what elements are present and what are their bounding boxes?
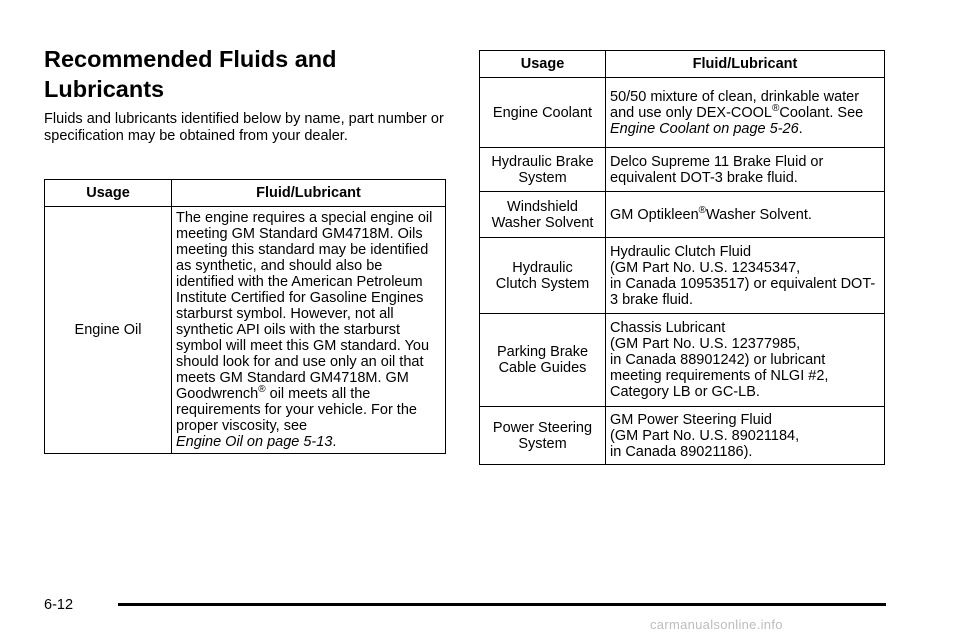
usage-cell — [480, 314, 606, 407]
table-row — [480, 238, 885, 314]
fluids-table-left — [44, 179, 446, 454]
table-row — [480, 78, 885, 148]
table-row — [480, 407, 885, 465]
intro-paragraph: Fluids and lubricants identified below by name, part number or specification may be obtained from your dealer. — [44, 111, 444, 144]
fluid-text: in Canada 89021186). — [610, 443, 753, 460]
usage-text: Windshield — [507, 198, 578, 215]
fluid-text: Coolant. See — [779, 104, 864, 121]
fluid-text: 50/50 mixture of clean, drinkable water and use only DEX-COOL — [610, 88, 860, 121]
fluid-cell: Delco Supreme 11 Brake Fluid or equivalent DOT-3 brake fluid. — [606, 148, 885, 192]
footer-divider — [118, 603, 886, 606]
usage-text: Cable Guides — [498, 360, 587, 376]
fluid-text: Chassis Lubricant — [610, 320, 726, 336]
table-row — [480, 148, 885, 192]
table-header-row — [45, 180, 446, 207]
usage-cell: Engine Oil — [45, 207, 172, 454]
usage-text: System — [518, 169, 567, 186]
fluid-text: Hydraulic Clutch Fluid — [610, 243, 752, 260]
registered-mark: ® — [698, 204, 707, 216]
fluid-cell — [606, 407, 885, 465]
fluid-text: in Canada 88901242) or lubricant meeting requirements of NLGI #2, Category LB or GC-LB. — [610, 352, 829, 400]
usage-cell — [480, 407, 606, 465]
usage-text: Hydraulic Brake — [491, 153, 594, 170]
fluids-table-right — [479, 50, 885, 465]
table-row — [45, 207, 446, 454]
usage-text: Hydraulic — [512, 259, 573, 276]
fluid-cell — [606, 192, 885, 238]
fluid-text: GM Power Steering Fluid — [610, 411, 772, 428]
fluid-text: Washer Solvent. — [706, 206, 812, 223]
registered-mark: ® — [258, 384, 266, 396]
fluid-text-end: . — [332, 434, 337, 450]
table-row — [480, 192, 885, 238]
page-title — [44, 44, 444, 104]
usage-text: Power Steering — [492, 419, 593, 436]
fluid-text-end: . — [798, 120, 803, 137]
usage-cell — [480, 238, 606, 314]
title-line-1: Recommended Fluids and — [44, 46, 337, 72]
registered-mark: ® — [772, 102, 780, 114]
cross-reference-link[interactable]: Engine Oil on page 5-13 — [176, 434, 333, 450]
usage-text: System — [518, 435, 567, 452]
table-header-row — [480, 51, 885, 78]
table-row — [480, 314, 885, 407]
fluid-text: in Canada 10953517) or equivalent DOT-3 brake fluid. — [610, 275, 876, 308]
title-line-2: Lubricants — [44, 76, 165, 102]
header-fluid: Fluid/Lubricant — [172, 180, 446, 207]
usage-text: Washer Solvent — [491, 214, 594, 231]
fluid-cell — [172, 207, 446, 454]
fluid-text: The engine requires a special engine oil meeting GM Standard GM4718M. Oils meeting this standard may be identified as synthetic, and should also be identified with the American Petroleum Institute Certified for Gasoline Engines starburst symbol. However, not all synthetic API oils with the starburst symbol will meet this GM standard. You should look for and use only an oil that meets GM Standard GM4718M. GM Goodwrench — [176, 210, 433, 402]
fluid-text: oil meets all the requirements for your vehicle. For the proper viscosity, see — [176, 386, 417, 434]
watermark: carmanualsonline.info — [650, 617, 783, 632]
fluid-text: (GM Part No. U.S. 12345347, — [610, 259, 801, 276]
header-usage: Usage — [45, 180, 172, 207]
fluid-cell — [606, 238, 885, 314]
usage-text: Clutch System — [495, 275, 590, 292]
usage-cell: Engine Coolant — [480, 78, 606, 148]
page-number: 6-12 — [44, 597, 74, 613]
usage-cell — [480, 192, 606, 238]
header-usage: Usage — [480, 51, 606, 78]
fluid-text: (GM Part No. U.S. 89021184, — [610, 427, 800, 444]
usage-text: Parking Brake — [496, 344, 589, 360]
fluid-cell — [606, 314, 885, 407]
cross-reference-link[interactable]: Engine Coolant on page 5-26 — [610, 120, 799, 137]
fluid-cell — [606, 78, 885, 148]
fluid-text: (GM Part No. U.S. 12377985, — [610, 336, 801, 352]
usage-cell — [480, 148, 606, 192]
fluid-text: GM Optikleen — [610, 206, 699, 223]
header-fluid: Fluid/Lubricant — [606, 51, 885, 78]
